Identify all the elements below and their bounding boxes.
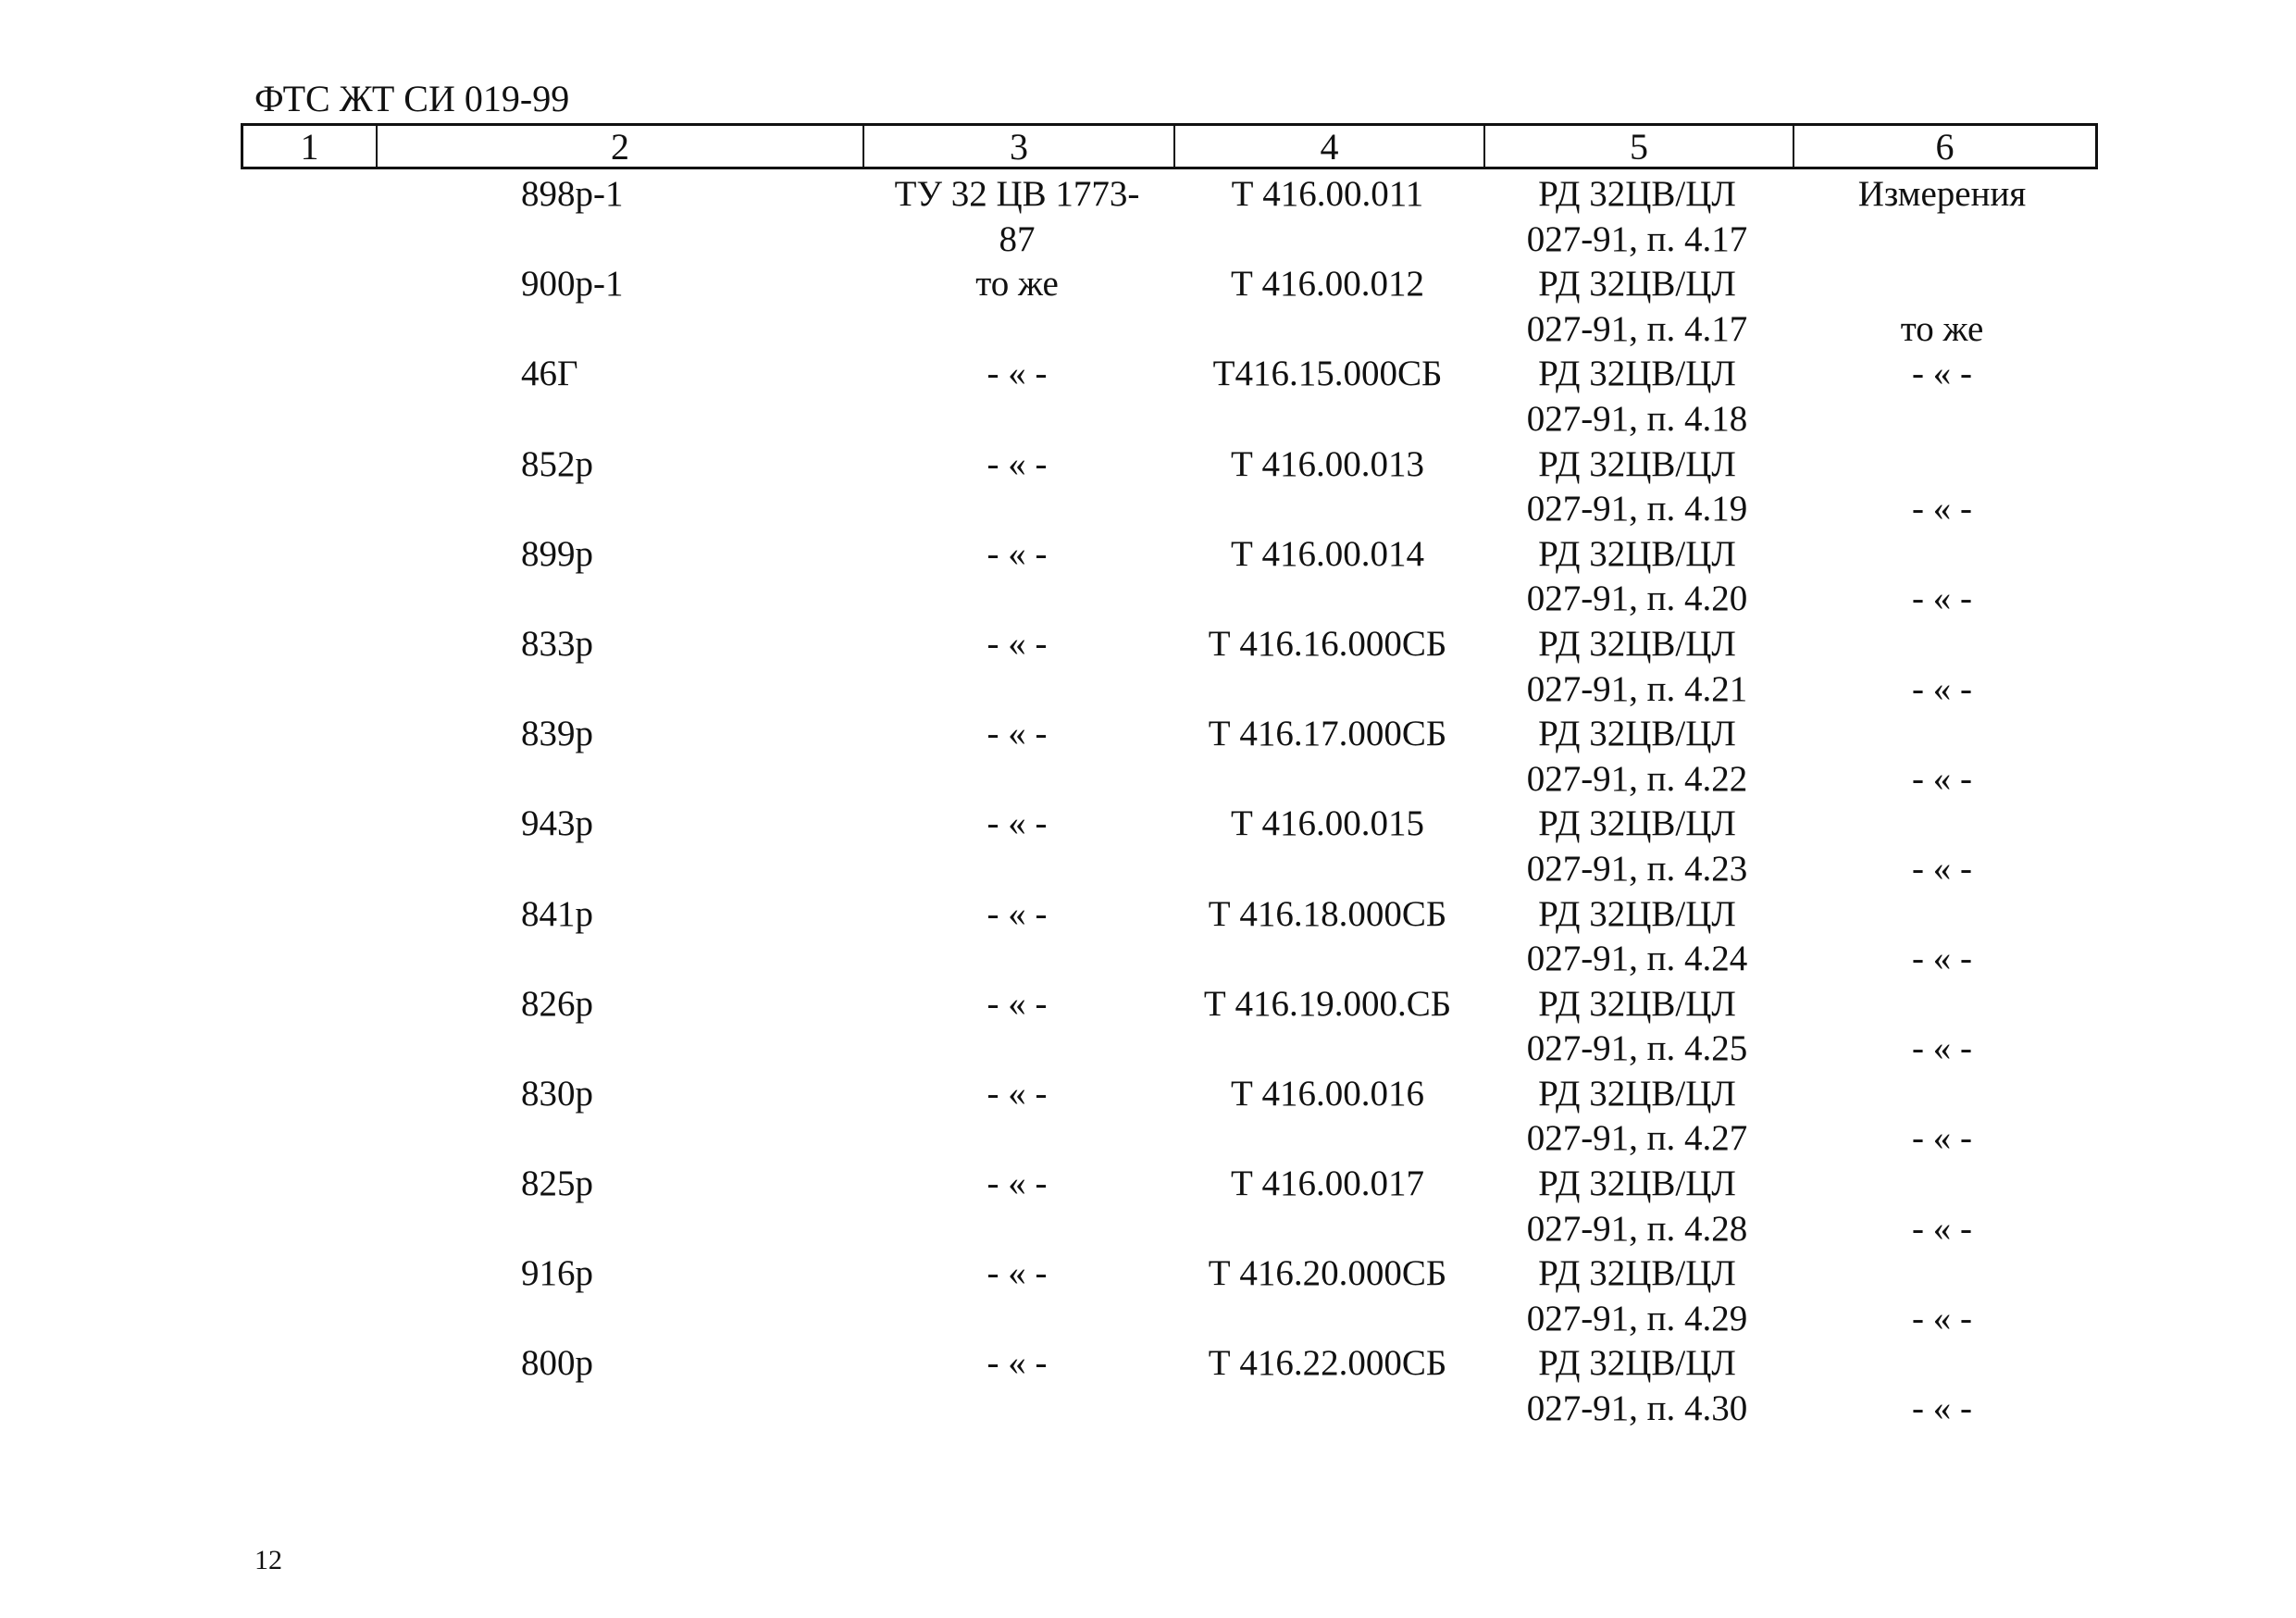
spec-line bbox=[862, 1207, 1173, 1252]
spec-line: - « - bbox=[987, 623, 1048, 664]
table-row bbox=[241, 892, 2098, 982]
cell-spec bbox=[862, 172, 1173, 262]
cell-drawing bbox=[1173, 712, 1483, 802]
col1-text bbox=[241, 172, 375, 218]
spec-line: - « - bbox=[987, 354, 1048, 394]
spec-line: - « - bbox=[987, 1253, 1048, 1294]
cell-col1 bbox=[241, 1251, 375, 1341]
method-line: 027-91, п. 4.17 bbox=[1526, 308, 1748, 349]
designation-text: 852р bbox=[521, 443, 593, 484]
control-type-line: - « - bbox=[1912, 939, 1972, 979]
spec-line bbox=[862, 847, 1173, 892]
control-type-line bbox=[1792, 712, 2092, 757]
cell-control-type bbox=[1792, 622, 2092, 712]
col1-text bbox=[241, 1341, 375, 1387]
drawing-number: Т 416.00.014 bbox=[1230, 533, 1425, 574]
cell-designation bbox=[375, 1251, 862, 1341]
designation-text: 916р bbox=[521, 1253, 593, 1294]
cell-control-type bbox=[1792, 172, 2092, 262]
control-type-line: - « - bbox=[1912, 1388, 1972, 1429]
table-row bbox=[241, 1341, 2098, 1431]
cell-designation bbox=[375, 532, 862, 622]
control-type-line: Измерения bbox=[1857, 174, 2027, 214]
table-row bbox=[241, 532, 2098, 622]
control-type-line bbox=[1792, 892, 2092, 938]
drawing-number: Т 416.20.000СБ bbox=[1208, 1253, 1447, 1294]
spec-line bbox=[862, 1387, 1173, 1432]
cell-designation bbox=[375, 802, 862, 891]
cell-col1 bbox=[241, 532, 375, 622]
table-row bbox=[241, 712, 2098, 802]
cell-drawing bbox=[1173, 1251, 1483, 1341]
method-line: 027-91, п. 4.19 bbox=[1526, 489, 1748, 529]
control-type-line bbox=[1792, 1251, 2092, 1297]
method-line: РД 32ЦВ/ЦЛ bbox=[1538, 443, 1736, 484]
designation-text: 825р bbox=[521, 1164, 593, 1204]
cell-drawing bbox=[1173, 982, 1483, 1072]
control-type-line: - « - bbox=[1912, 668, 1972, 709]
cell-drawing bbox=[1173, 532, 1483, 622]
drawing-number: Т 416.17.000СБ bbox=[1208, 714, 1447, 754]
control-type-line bbox=[1792, 622, 2092, 667]
cell-control-type bbox=[1792, 1072, 2092, 1162]
table-row bbox=[241, 622, 2098, 712]
control-type-line bbox=[1792, 442, 2092, 488]
method-line: 027-91, п. 4.17 bbox=[1526, 218, 1748, 259]
cell-control-type bbox=[1792, 262, 2092, 352]
page-number: 12 bbox=[254, 1545, 282, 1575]
cell-control-type bbox=[1792, 1341, 2092, 1431]
drawing-number: Т 416.16.000СБ bbox=[1208, 623, 1447, 664]
col1-text bbox=[241, 712, 375, 757]
cell-spec bbox=[862, 262, 1173, 352]
table-row bbox=[241, 1072, 2098, 1162]
cell-spec bbox=[862, 1162, 1173, 1251]
cell-spec bbox=[862, 1072, 1173, 1162]
designation-text: 943р bbox=[521, 803, 593, 844]
cell-designation bbox=[375, 352, 862, 442]
designation-text: 899р bbox=[521, 533, 593, 574]
designation-text: 800р bbox=[521, 1343, 593, 1384]
drawing-number: Т 416.00.017 bbox=[1230, 1164, 1425, 1204]
cell-control-type bbox=[1792, 1251, 2092, 1341]
col1-text bbox=[241, 532, 375, 578]
drawing-number: Т 416.00.012 bbox=[1230, 264, 1425, 305]
col1-text bbox=[241, 892, 375, 938]
cell-spec bbox=[862, 532, 1173, 622]
method-line: 027-91, п. 4.22 bbox=[1526, 758, 1748, 799]
cell-designation bbox=[375, 262, 862, 352]
cell-method bbox=[1483, 712, 1792, 802]
cell-spec bbox=[862, 982, 1173, 1072]
control-type-line: - « - bbox=[1912, 758, 1972, 799]
drawing-number: Т 416.00.016 bbox=[1230, 1073, 1425, 1114]
cell-control-type bbox=[1792, 712, 2092, 802]
table-row bbox=[241, 442, 2098, 532]
cell-col1 bbox=[241, 802, 375, 891]
cell-designation bbox=[375, 1162, 862, 1251]
col1-text bbox=[241, 1251, 375, 1297]
control-type-line bbox=[1792, 1072, 2092, 1117]
cell-spec bbox=[862, 442, 1173, 532]
spec-line bbox=[862, 487, 1173, 532]
designation-text: 900р-1 bbox=[521, 264, 624, 305]
cell-method bbox=[1483, 982, 1792, 1072]
spec-line: - « - bbox=[987, 443, 1048, 484]
method-line: РД 32ЦВ/ЦЛ bbox=[1538, 1343, 1736, 1384]
cell-spec bbox=[862, 892, 1173, 982]
cell-designation bbox=[375, 172, 862, 262]
cell-method bbox=[1483, 892, 1792, 982]
column-header-3: 3 bbox=[864, 126, 1175, 167]
spec-line bbox=[862, 397, 1173, 442]
drawing-number: Т 416.18.000СБ bbox=[1208, 893, 1447, 934]
cell-drawing bbox=[1173, 1162, 1483, 1251]
table-row bbox=[241, 802, 2098, 891]
cell-designation bbox=[375, 892, 862, 982]
spec-line: - « - bbox=[987, 983, 1048, 1024]
designation-text: 826р bbox=[521, 983, 593, 1024]
table-row bbox=[241, 352, 2098, 442]
method-line: РД 32ЦВ/ЦЛ bbox=[1538, 1164, 1736, 1204]
column-header-2: 2 bbox=[378, 126, 864, 167]
column-header-1: 1 bbox=[243, 126, 378, 167]
method-line: РД 32ЦВ/ЦЛ bbox=[1538, 264, 1736, 305]
method-line: 027-91, п. 4.30 bbox=[1526, 1388, 1748, 1429]
cell-control-type bbox=[1792, 982, 2092, 1072]
method-line: 027-91, п. 4.23 bbox=[1526, 848, 1748, 889]
column-header-5: 5 bbox=[1485, 126, 1794, 167]
control-type-line bbox=[1792, 802, 2092, 847]
spec-line: - « - bbox=[987, 1343, 1048, 1384]
spec-line bbox=[862, 577, 1173, 622]
method-line: РД 32ЦВ/ЦЛ bbox=[1538, 714, 1736, 754]
col1-text bbox=[241, 442, 375, 488]
col1-text bbox=[241, 262, 375, 307]
spec-line bbox=[862, 1297, 1173, 1342]
document-code: ФТС ЖТ СИ 019-99 bbox=[254, 78, 570, 119]
cell-control-type bbox=[1792, 442, 2092, 532]
control-type-line bbox=[1792, 397, 2092, 442]
drawing-number: Т 416.00.013 bbox=[1230, 443, 1425, 484]
method-line: РД 32ЦВ/ЦЛ bbox=[1538, 174, 1736, 214]
cell-col1 bbox=[241, 1162, 375, 1251]
spec-line: - « - bbox=[987, 803, 1048, 844]
spec-line bbox=[862, 757, 1173, 803]
cell-method bbox=[1483, 262, 1792, 352]
spec-line bbox=[862, 937, 1173, 982]
spec-line: - « - bbox=[987, 533, 1048, 574]
control-type-line bbox=[1792, 1341, 2092, 1387]
column-header-4: 4 bbox=[1175, 126, 1485, 167]
drawing-number: Т 416.22.000СБ bbox=[1208, 1343, 1447, 1384]
spec-line: - « - bbox=[987, 1164, 1048, 1204]
cell-drawing bbox=[1173, 1341, 1483, 1431]
spec-line: 87 bbox=[999, 218, 1036, 259]
control-type-line: - « - bbox=[1912, 1118, 1972, 1159]
col1-text bbox=[241, 1162, 375, 1207]
table-row bbox=[241, 982, 2098, 1072]
method-line: 027-91, п. 4.20 bbox=[1526, 579, 1748, 619]
spec-line bbox=[862, 1116, 1173, 1162]
control-type-line bbox=[1792, 532, 2092, 578]
method-line: 027-91, п. 4.28 bbox=[1526, 1208, 1748, 1249]
cell-drawing bbox=[1173, 802, 1483, 891]
cell-method bbox=[1483, 1072, 1792, 1162]
cell-spec bbox=[862, 1251, 1173, 1341]
cell-method bbox=[1483, 1341, 1792, 1431]
method-line: 027-91, п. 4.25 bbox=[1526, 1028, 1748, 1069]
cell-method bbox=[1483, 1251, 1792, 1341]
cell-designation bbox=[375, 622, 862, 712]
drawing-number: Т 416.00.015 bbox=[1230, 803, 1425, 844]
method-line: РД 32ЦВ/ЦЛ bbox=[1538, 623, 1736, 664]
table-row bbox=[241, 172, 2098, 262]
method-line: РД 32ЦВ/ЦЛ bbox=[1538, 354, 1736, 394]
method-line: 027-91, п. 4.29 bbox=[1526, 1298, 1748, 1338]
method-line: 027-91, п. 4.27 bbox=[1526, 1118, 1748, 1159]
cell-col1 bbox=[241, 1072, 375, 1162]
cell-control-type bbox=[1792, 532, 2092, 622]
cell-col1 bbox=[241, 892, 375, 982]
cell-method bbox=[1483, 622, 1792, 712]
cell-drawing bbox=[1173, 892, 1483, 982]
control-type-line: - « - bbox=[1912, 848, 1972, 889]
control-type-line: - « - bbox=[1912, 1208, 1972, 1249]
cell-method bbox=[1483, 532, 1792, 622]
method-line: РД 32ЦВ/ЦЛ bbox=[1538, 893, 1736, 934]
cell-designation bbox=[375, 982, 862, 1072]
method-line: 027-91, п. 4.24 bbox=[1526, 939, 1748, 979]
cell-drawing bbox=[1173, 262, 1483, 352]
spec-line: - « - bbox=[987, 893, 1048, 934]
cell-control-type bbox=[1792, 892, 2092, 982]
method-line: РД 32ЦВ/ЦЛ bbox=[1538, 803, 1736, 844]
method-line: 027-91, п. 4.21 bbox=[1526, 668, 1748, 709]
spec-line bbox=[862, 667, 1173, 713]
cell-drawing bbox=[1173, 622, 1483, 712]
cell-spec bbox=[862, 1341, 1173, 1431]
designation-text: 830р bbox=[521, 1073, 593, 1114]
cell-spec bbox=[862, 802, 1173, 891]
control-type-line: - « - bbox=[1912, 1028, 1972, 1069]
table-body bbox=[241, 172, 2098, 1432]
cell-method bbox=[1483, 1162, 1792, 1251]
cell-control-type bbox=[1792, 1162, 2092, 1251]
cell-col1 bbox=[241, 982, 375, 1072]
control-type-line bbox=[1792, 262, 2092, 307]
cell-col1 bbox=[241, 1341, 375, 1431]
spec-line: - « - bbox=[987, 714, 1048, 754]
table-row bbox=[241, 262, 2098, 352]
cell-spec bbox=[862, 712, 1173, 802]
cell-designation bbox=[375, 712, 862, 802]
designation-text: 46Г bbox=[521, 354, 578, 394]
cell-col1 bbox=[241, 712, 375, 802]
method-line: РД 32ЦВ/ЦЛ bbox=[1538, 533, 1736, 574]
column-header-6: 6 bbox=[1935, 126, 1955, 168]
col1-text bbox=[241, 622, 375, 667]
cell-method bbox=[1483, 802, 1792, 891]
cell-method bbox=[1483, 352, 1792, 442]
drawing-number: Т 416.19.000.СБ bbox=[1203, 983, 1452, 1024]
method-line: РД 32ЦВ/ЦЛ bbox=[1538, 1253, 1736, 1294]
cell-drawing bbox=[1173, 1072, 1483, 1162]
method-line: РД 32ЦВ/ЦЛ bbox=[1538, 983, 1736, 1024]
cell-drawing bbox=[1173, 172, 1483, 262]
spec-line bbox=[862, 1027, 1173, 1072]
spec-line: то же bbox=[975, 264, 1059, 305]
cell-col1 bbox=[241, 352, 375, 442]
control-type-line bbox=[1792, 982, 2092, 1027]
cell-drawing bbox=[1173, 352, 1483, 442]
cell-method bbox=[1483, 172, 1792, 262]
table-header-row bbox=[241, 123, 2098, 169]
cell-drawing bbox=[1173, 442, 1483, 532]
cell-control-type bbox=[1792, 352, 2092, 442]
cell-col1 bbox=[241, 622, 375, 712]
table-row bbox=[241, 1162, 2098, 1251]
control-type-line: то же bbox=[1900, 308, 1984, 349]
spec-line bbox=[862, 307, 1173, 353]
cell-control-type bbox=[1792, 802, 2092, 891]
spec-line: ТУ 32 ЦВ 1773- bbox=[894, 174, 1140, 214]
cell-col1 bbox=[241, 262, 375, 352]
method-line: РД 32ЦВ/ЦЛ bbox=[1538, 1073, 1736, 1114]
control-type-line: - « - bbox=[1912, 579, 1972, 619]
designation-text: 839р bbox=[521, 714, 593, 754]
method-line: 027-91, п. 4.18 bbox=[1526, 398, 1748, 439]
table-row bbox=[241, 1251, 2098, 1341]
designation-text: 898р-1 bbox=[521, 174, 624, 214]
designation-text: 841р bbox=[521, 893, 593, 934]
control-type-line: - « - bbox=[1912, 489, 1972, 529]
cell-method bbox=[1483, 442, 1792, 532]
cell-designation bbox=[375, 1341, 862, 1431]
cell-designation bbox=[375, 442, 862, 532]
cell-designation bbox=[375, 1072, 862, 1162]
cell-col1 bbox=[241, 172, 375, 262]
col1-text bbox=[241, 802, 375, 847]
col1-text bbox=[241, 352, 375, 397]
control-type-line bbox=[1792, 1162, 2092, 1207]
cell-spec bbox=[862, 352, 1173, 442]
designation-text: 833р bbox=[521, 623, 593, 664]
drawing-number: Т416.15.000СБ bbox=[1212, 354, 1443, 394]
col1-text bbox=[241, 982, 375, 1027]
control-type-line: - « - bbox=[1912, 1298, 1972, 1338]
control-type-line: - « - bbox=[1912, 354, 1972, 394]
spec-line: - « - bbox=[987, 1073, 1048, 1114]
cell-col1 bbox=[241, 442, 375, 532]
drawing-number: Т 416.00.011 bbox=[1231, 174, 1424, 214]
cell-spec bbox=[862, 622, 1173, 712]
col1-text bbox=[241, 1072, 375, 1117]
control-type-line bbox=[1792, 218, 2092, 263]
